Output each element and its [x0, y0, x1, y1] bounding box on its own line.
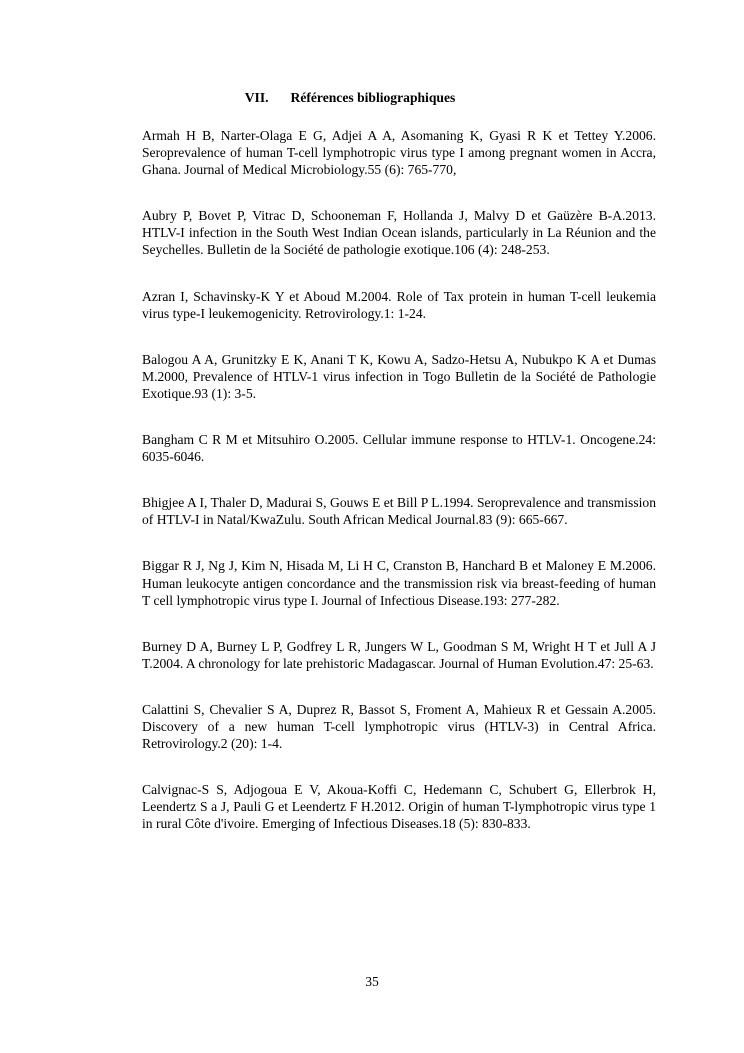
section-heading	[0, 89, 744, 106]
reference-entry: Burney D A, Burney L P, Godfrey L R, Jungers W L, Goodman S M, Wright H T et Jull A J T.2004. A chronology for late prehistoric Madagascar. Journal of Human Evolution.47: 25-63.	[142, 638, 656, 671]
reference-entry: Calattini S, Chevalier S A, Duprez R, Bassot S, Froment A, Mahieux R et Gessain A.2005. Discovery of a new human T-cell lymphotropic virus (HTLV-3) in Central Africa. Retrovirology.2 (20): 1-4.	[142, 701, 656, 752]
page-number: 35	[365, 974, 379, 989]
reference-entry: Biggar R J, Ng J, Kim N, Hisada M, Li H C, Cranston B, Hanchard B et Maloney E M.2006. Human leukocyte antigen concordance and the transmission risk via breast-feeding of human T cell lymphotropic virus type I. Journal of Infectious Disease.193: 277-282.	[142, 558, 656, 608]
reference-entry: Aubry P, Bovet P, Vitrac D, Schooneman F, Hollanda J, Malvy D et Gaüzère B-A.2013. HTLV-I infection in the South West Indian Ocean islands, particularly in La Réunion and the Seychelles. Bulletin de la Société de pathologie exotique.106 (4): 248-253.	[142, 208, 656, 258]
section-title: Références bibliographiques	[290, 90, 456, 105]
reference-entry: Bangham C R M et Mitsuhiro O.2005. Cellular immune response to HTLV-1. Oncogene.24: 6035-6046.	[142, 432, 656, 465]
reference-entry: Balogou A A, Grunitzky E K, Anani T K, Kowu A, Sadzo-Hetsu A, Nubukpo K A et Dumas M.2000, Prevalence of HTLV-1 virus infection in Togo Bulletin de la Société de Pathologie Exotique.93 (1): 3-5.	[142, 351, 656, 401]
reference-entry: Calvignac-S S, Adjogoua E V, Akoua-Koffi C, Hedemann C, Schubert G, Ellerbrok H, Leendertz S a J, Pauli G et Leendertz F H.2012. Origin of human T-lymphotropic virus type 1 in rural Côte d'ivoire. Emerging of Infectious Diseases.18 (5): 830-833.	[142, 782, 656, 832]
reference-list	[142, 127, 656, 861]
reference-entry: Azran I, Schavinsky-K Y et Aboud M.2004. Role of Tax protein in human T-cell leukemia virus type-I leukemogenicity. Retrovirology.1: 1-24.	[142, 288, 656, 321]
reference-entry: Bhigjee A I, Thaler D, Madurai S, Gouws E et Bill P L.1994. Seroprevalence and transmission of HTLV-I in Natal/KwaZulu. South African Medical Journal.83 (9): 665-667.	[142, 495, 656, 528]
section-number: VII.	[244, 90, 269, 105]
reference-entry: Armah H B, Narter-Olaga E G, Adjei A A, Asomaning K, Gyasi R K et Tettey Y.2006. Seroprevalence of human T-cell lymphotropic virus type I among pregnant women in Accra, Ghana. Journal of Medical Microbiology.55 (6): 765-770,	[142, 128, 656, 178]
